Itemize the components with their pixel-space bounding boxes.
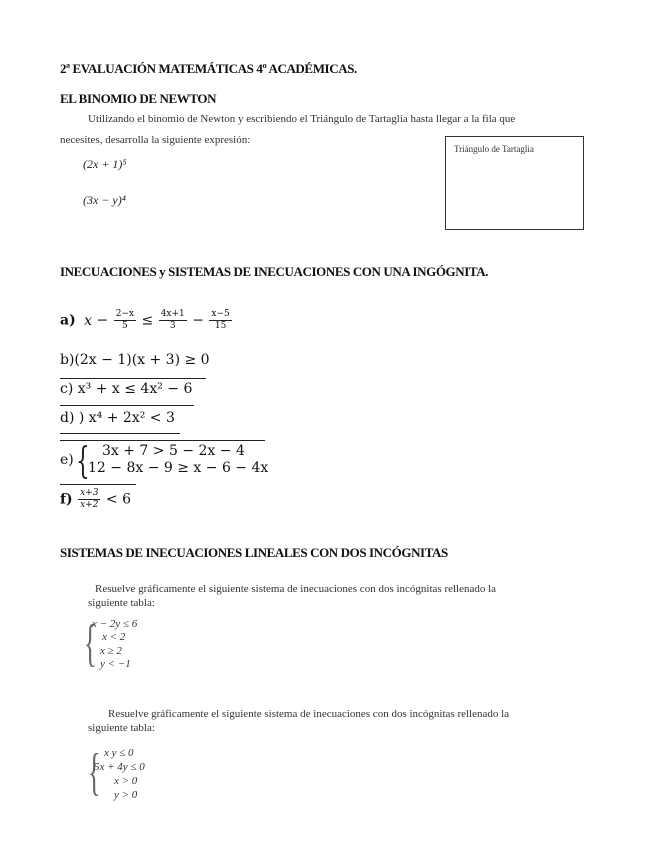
sistema1-eq-2: x < 2 bbox=[102, 631, 126, 643]
sistema1-instruction-line2: siguiente tabla: bbox=[88, 597, 155, 609]
exercise-a-fraction-1 bbox=[114, 309, 136, 332]
sistema2-eq-2: 5x + 4y ≤ 0 bbox=[94, 761, 145, 773]
exercise-a-x: x bbox=[84, 312, 93, 329]
divider bbox=[60, 440, 265, 441]
exercise-e bbox=[60, 441, 280, 482]
fraction-denominator: 5 bbox=[122, 321, 128, 331]
exercise-d: d) ) x⁴ + 2x² < 3 bbox=[60, 410, 175, 426]
exercise-f-label: f) bbox=[60, 491, 73, 508]
sistema2-eq-1: x y ≤ 0 bbox=[104, 747, 134, 759]
binomio-instruction-line1: Utilizando el binomio de Newton y escribiendo el Triángulo de Tartaglia hasta llegar a la fila que bbox=[88, 113, 516, 125]
sistema2-equations bbox=[88, 744, 188, 803]
sistema1-eq-4: y < −1 bbox=[100, 658, 131, 670]
divider bbox=[60, 484, 136, 485]
exercise-a-fraction-2 bbox=[159, 309, 187, 332]
exercise-e-line2: 12 − 8x − 9 ≥ x − 6 − 4x bbox=[88, 460, 269, 476]
sistema1-eq-3: x ≥ 2 bbox=[100, 645, 122, 657]
exercise-b: b)(2x − 1)(x + 3) ≥ 0 bbox=[60, 352, 210, 368]
divider bbox=[60, 433, 180, 434]
tartaglia-answer-box bbox=[445, 136, 584, 230]
exercise-e-label: e) bbox=[60, 452, 74, 468]
left-brace-icon: { bbox=[76, 441, 90, 482]
fraction-denominator: 3 bbox=[169, 321, 176, 331]
exercise-f-rest: < 6 bbox=[105, 491, 131, 508]
exercise-c: c) x³ + x ≤ 4x² − 6 bbox=[60, 381, 193, 397]
sistema1-eq-1: x − 2y ≤ 6 bbox=[92, 618, 138, 630]
binomio-expression-2: (3x − y)⁴ bbox=[83, 193, 126, 207]
section-heading-binomio: EL BINOMIO DE NEWTON bbox=[60, 91, 217, 106]
exercise-f-fraction bbox=[78, 488, 100, 511]
left-brace-icon: { bbox=[84, 615, 97, 672]
exercise-a-label: a) bbox=[60, 312, 76, 329]
exercise-a-fraction-3 bbox=[209, 309, 231, 332]
exercise-a-leq: ≤ bbox=[141, 312, 154, 329]
sistema1-instruction-line1: Resuelve gráficamente el siguiente sistema de inecuaciones con dos incógnitas rellenado la bbox=[95, 583, 497, 595]
fraction-numerator: 4x+1 bbox=[160, 309, 185, 319]
sistema1-equations bbox=[84, 615, 174, 672]
exercise-a-minus2: − bbox=[192, 312, 204, 329]
sistema2-instruction-line2: siguiente tabla: bbox=[88, 722, 155, 734]
left-brace-icon: { bbox=[88, 744, 101, 801]
exercise-e-line1: 3x + 7 > 5 − 2x − 4 bbox=[102, 443, 245, 459]
sistema2-eq-4: y > 0 bbox=[114, 789, 138, 801]
tartaglia-box-label: Triángulo de Tartaglia bbox=[454, 144, 534, 154]
fraction-denominator: 15 bbox=[214, 321, 227, 331]
binomio-instruction-line2: necesites, desarrolla la siguiente expresión: bbox=[60, 134, 251, 146]
fraction-denominator: x+2 bbox=[80, 500, 99, 510]
exercise-a-minus1: − bbox=[96, 312, 109, 329]
exercise-f bbox=[60, 488, 131, 511]
binomio-expression-1: (2x + 1)⁵ bbox=[83, 157, 127, 171]
sistema2-eq-3: x > 0 bbox=[114, 775, 138, 787]
fraction-numerator: x+3 bbox=[80, 488, 99, 498]
section-heading-sistemas: SISTEMAS DE INECUACIONES LINEALES CON DOS INCÓGNITAS bbox=[60, 545, 448, 560]
sistema2-instruction-line1: Resuelve gráficamente el siguiente sistema de inecuaciones con dos incógnitas rellenado la bbox=[108, 708, 510, 720]
divider bbox=[60, 378, 206, 379]
exercise-a bbox=[60, 309, 233, 332]
divider bbox=[60, 405, 194, 406]
fraction-numerator: 2−x bbox=[115, 309, 135, 319]
page-title: 2ª EVALUACIÓN MATEMÁTICAS 4º ACADÉMICAS. bbox=[60, 61, 357, 76]
section-heading-inecuaciones: INECUACIONES y SISTEMAS DE INECUACIONES CON UNA INGÓGNITA. bbox=[60, 264, 489, 279]
fraction-numerator: x−5 bbox=[211, 309, 230, 319]
